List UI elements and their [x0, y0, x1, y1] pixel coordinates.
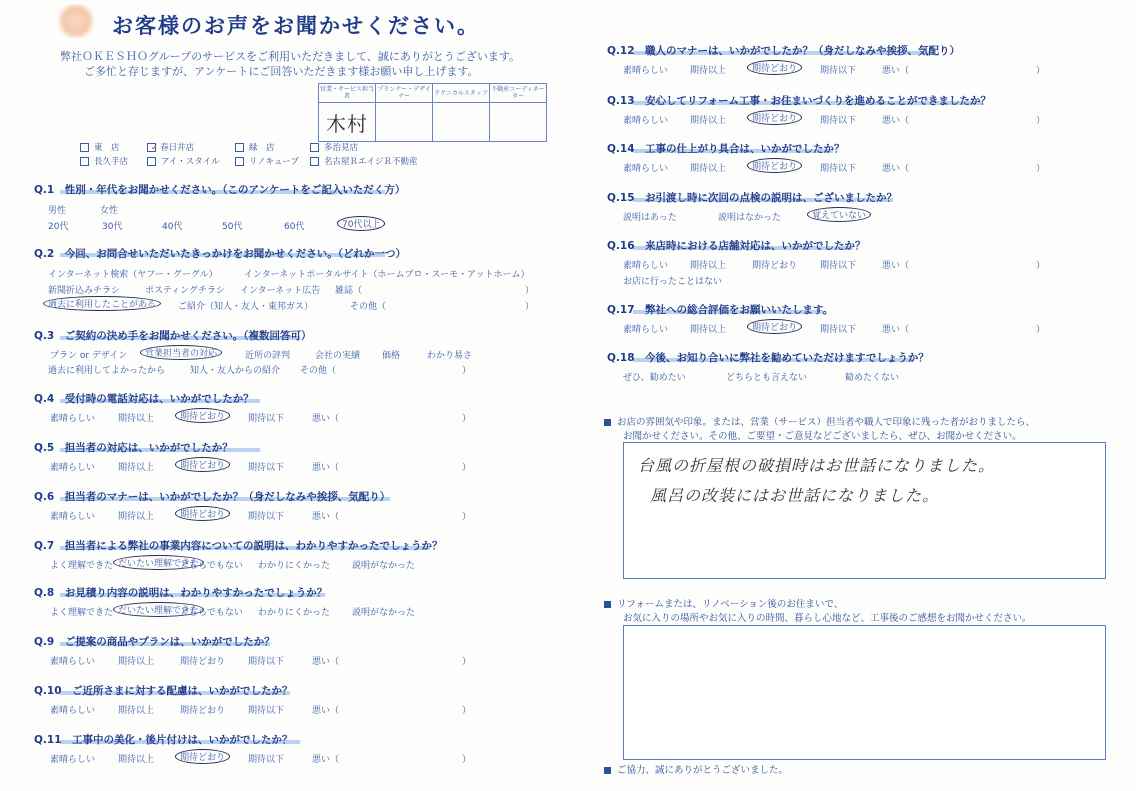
option[interactable]: よく理解できた	[50, 608, 114, 618]
closing-paren: ）	[1036, 164, 1046, 174]
checkbox-icon	[310, 143, 319, 152]
option[interactable]: お店に行ったことはない	[623, 277, 723, 287]
option[interactable]: 期待以下	[820, 66, 857, 76]
option[interactable]: 女性	[100, 206, 119, 216]
option[interactable]: 悪い（	[882, 116, 910, 126]
option[interactable]: 勧めたくない	[845, 373, 900, 383]
selected-option[interactable]: 期待どおり	[747, 60, 802, 75]
question-title: Q.17 弊社への総合評価をお願いいたします。	[607, 304, 834, 316]
staff-name-cell[interactable]	[433, 103, 490, 142]
store-checkbox[interactable]: リノキューブ	[235, 155, 299, 167]
question-title: Q.16 来店時における店舗対応は、いかがでしたか？	[607, 240, 866, 252]
checkbox-icon	[147, 157, 156, 166]
option[interactable]: 期待以下	[248, 755, 285, 765]
store-checkbox[interactable]: 緑 店	[235, 141, 275, 153]
option[interactable]: 期待以上	[118, 755, 155, 765]
option[interactable]: 悪い（	[312, 657, 340, 667]
closing-paren: ）	[462, 512, 472, 522]
option[interactable]: 期待以下	[820, 261, 857, 271]
option[interactable]: 期待以上	[118, 414, 155, 424]
option[interactable]: 悪い（	[312, 755, 340, 765]
question-title: Q.1 性別・年代をお聞かせください。（このアンケートをご記入いただく方）	[34, 184, 406, 196]
option[interactable]: ご紹介（知人・友人・東邦ガス）	[178, 302, 314, 312]
company-logo	[54, 4, 98, 38]
option[interactable]: 悪い（	[882, 325, 910, 335]
option[interactable]: 期待以下	[248, 657, 285, 667]
option[interactable]: 男性	[48, 206, 67, 216]
store-checkbox[interactable]: 名古屋ＲエイジＲ不動産	[310, 155, 418, 167]
option[interactable]: 素晴らしい	[50, 512, 96, 522]
option[interactable]: どちらでもない	[180, 608, 243, 618]
closing-paren: ）	[462, 414, 472, 424]
option[interactable]: 期待以下	[248, 706, 285, 716]
question-title: Q.2 今回、お問合せいただいたきっかけをお聞かせください。（どれか一つ）	[34, 248, 406, 260]
option[interactable]: 素晴らしい	[623, 325, 669, 335]
question-title: Q.12 職人のマナーは、いかがでしたか？（身だしなみや挨拶、気配り）	[607, 45, 961, 57]
handwritten-staff-name: 木村	[326, 111, 368, 136]
option[interactable]: 期待以上	[118, 706, 155, 716]
closing-paren: ）	[462, 706, 472, 716]
bullet-square-icon	[604, 419, 611, 426]
selected-option[interactable]: 期待どおり	[747, 319, 802, 334]
staff-header: プランナー・デザイナー	[376, 84, 433, 103]
selected-option[interactable]: 期待どおり	[747, 158, 802, 173]
option[interactable]: 悪い（	[312, 512, 340, 522]
option[interactable]: 60代	[284, 222, 305, 232]
option[interactable]: 30代	[102, 222, 123, 232]
option[interactable]: 素晴らしい	[623, 164, 669, 174]
comment-prompt-1: お店の雰囲気や印象。または、営業（サービス）担当者や職人で印象に残った者がおりましたら、	[604, 414, 1035, 428]
option[interactable]: 悪い（	[882, 164, 910, 174]
option[interactable]: ぜひ、勧めたい	[623, 373, 686, 383]
store-checkbox[interactable]: 長久手店	[80, 155, 128, 167]
option[interactable]: 期待どおり	[180, 706, 226, 716]
staff-header: テクニカルスタッフ	[433, 84, 490, 103]
thanks-message: ご協力、誠にありがとうございました。	[604, 762, 788, 776]
selected-option[interactable]: だいたい理解できた	[113, 555, 204, 570]
bullet-square-icon	[604, 767, 611, 774]
option[interactable]: 価格	[382, 351, 401, 361]
option[interactable]: どちらとも言えない	[726, 373, 808, 383]
option[interactable]: 20代	[48, 222, 69, 232]
option[interactable]: 素晴らしい	[623, 66, 669, 76]
selected-option[interactable]: 70代以上	[337, 216, 385, 231]
question-title: Q.14 工事の仕上がり具合は、いかがでしたか？	[607, 143, 845, 155]
option[interactable]: 悪い（	[312, 463, 340, 473]
closing-paren: ）	[1036, 325, 1046, 335]
option[interactable]: 40代	[162, 222, 183, 232]
option[interactable]: インターネット検索（ヤフー・グーグル）	[48, 270, 218, 280]
question-title: Q.15 お引渡し時に次回の点検の説明は、ございましたか？	[607, 192, 898, 204]
option[interactable]: インターネットポータルサイト（ホームプロ・スーモ・アットホーム）	[244, 270, 530, 280]
option[interactable]: 期待以上	[118, 512, 155, 522]
option[interactable]: 素晴らしい	[50, 755, 96, 765]
question-title: Q.18 今後、お知り合いに弊社を勧めていただけますでしょうか？	[607, 352, 929, 364]
question-title: Q.8 お見積り内容の説明は、わかりやすかったでしょうか？	[34, 587, 328, 599]
store-checkbox[interactable]: 東 店	[80, 141, 120, 153]
comment-box-1[interactable]	[623, 442, 1106, 579]
comment-box-2[interactable]	[623, 625, 1106, 760]
option[interactable]: よく理解できた	[50, 561, 114, 571]
selected-option[interactable]: だいたい理解できた	[113, 602, 204, 617]
option[interactable]: 新聞折込みチラシ	[48, 286, 121, 296]
handwritten-comment-line-2: 風呂の改装にはお世話になりました。	[650, 486, 940, 505]
checkbox-icon	[235, 157, 244, 166]
checkbox-icon	[80, 157, 89, 166]
question-title: Q.11 工事中の美化・後片付けは、いかがでしたか？	[34, 734, 293, 746]
question-title: Q.3 ご契約の決め手をお聞かせください。（複数回答可）	[34, 330, 312, 342]
checkbox-icon	[310, 157, 319, 166]
intro-line-2: ご多忙と存じますが、アンケートにご回答いただきます様お願い申し上げます。	[84, 65, 479, 78]
store-checkbox[interactable]: 多治見店	[310, 141, 358, 153]
checkbox-icon	[235, 143, 244, 152]
closing-paren: ）	[1036, 261, 1046, 271]
selected-option[interactable]: 期待どおり	[175, 408, 230, 423]
option[interactable]: わかりにくかった	[258, 608, 331, 618]
staff-header: 不動産コーディネーター	[490, 84, 547, 103]
question-title: Q.7 担当者による弊社の事業内容についての説明は、わかりやすかったでしょうか？	[34, 540, 443, 552]
option[interactable]: 期待以下	[820, 164, 857, 174]
staff-table	[318, 83, 547, 142]
option[interactable]: 素晴らしい	[50, 414, 96, 424]
option[interactable]: 素晴らしい	[50, 463, 96, 473]
option[interactable]: ポスティングチラシ	[145, 286, 225, 296]
staff-name-cell[interactable]	[490, 103, 547, 142]
handwritten-comment-line-1: 台風の折屋根の破損時はお世話になりました。	[638, 456, 996, 475]
option[interactable]: 説明はなかった	[718, 213, 782, 223]
option[interactable]: 素晴らしい	[623, 116, 669, 126]
survey-title: お客様のお声をお聞かせください。	[112, 14, 480, 38]
option[interactable]: 雑誌（	[335, 286, 363, 296]
option[interactable]: 過去に利用してよかったから	[48, 366, 166, 376]
selected-option[interactable]: 期待どおり	[175, 457, 230, 472]
closing-paren: ）	[462, 657, 472, 667]
staff-name-cell[interactable]	[376, 103, 433, 142]
option[interactable]: インターネット広告	[240, 286, 321, 296]
closing-paren: ）	[462, 755, 472, 765]
selected-option[interactable]: 過去に利用したことがある	[43, 296, 161, 311]
option[interactable]: どちらでもない	[180, 561, 243, 571]
question-title: Q.5 担当者の対応は、いかがでしたか？	[34, 442, 233, 454]
question-title: Q.13 安心してリフォーム工事・お住まいづくりを進めることができましたか？	[607, 95, 992, 107]
option[interactable]: 期待以上	[118, 463, 155, 473]
option[interactable]: わかり易さ	[427, 351, 473, 361]
option[interactable]: 期待以下	[820, 325, 857, 335]
option[interactable]: 素晴らしい	[50, 657, 96, 667]
comment-prompt-2b: お気に入りの場所やお気に入りの時間、暮らし心地など、工事後のご感想をお聞かせください。	[623, 613, 1032, 624]
option[interactable]: 期待以下	[248, 463, 285, 473]
checkbox-icon	[80, 143, 89, 152]
option[interactable]: プラン or デザイン	[50, 351, 128, 361]
bullet-square-icon	[604, 601, 611, 608]
option[interactable]: 期待以下	[820, 116, 857, 126]
staff-name-cell[interactable]	[319, 103, 376, 142]
option[interactable]: その他（	[350, 302, 387, 312]
store-checkbox[interactable]: ✓ 春日井店	[147, 141, 194, 153]
option[interactable]: 近所の評判	[245, 351, 291, 361]
question-title: Q.4 受付時の電話対応は、いかがでしたか？	[34, 393, 254, 405]
closing-paren: ）	[1036, 66, 1046, 76]
selected-option[interactable]: 覚えていない	[807, 207, 871, 222]
option[interactable]: 期待以上	[690, 164, 727, 174]
option[interactable]: 50代	[222, 222, 243, 232]
selected-option[interactable]: 期待どおり	[747, 110, 802, 125]
option[interactable]: 悪い（	[882, 66, 910, 76]
option[interactable]: 説明はあった	[623, 213, 677, 223]
checkmark-icon: ✓	[151, 143, 159, 153]
closing-paren: ）	[1036, 116, 1046, 126]
option[interactable]: 期待以上	[690, 261, 727, 271]
option[interactable]: 期待以上	[118, 657, 155, 667]
option[interactable]: わかりにくかった	[258, 561, 331, 571]
option[interactable]: 期待以上	[690, 325, 727, 335]
intro-line-1: 弊社ＯＫＥＳＨＯグループのサービスをご利用いただきまして、誠にありがとうございます。	[60, 50, 521, 63]
option[interactable]: 期待以上	[690, 116, 727, 126]
selected-option[interactable]: 期待どおり	[175, 506, 230, 521]
option[interactable]: 期待以上	[690, 66, 727, 76]
question-title: Q.9 ご提案の商品やプランは、いかがでしたか？	[34, 636, 275, 648]
closing-paren: ）	[462, 463, 472, 473]
option[interactable]: その他（	[300, 366, 337, 376]
option[interactable]: 悪い（	[312, 706, 340, 716]
selected-option[interactable]: 営業担当者の対応	[140, 345, 222, 360]
option[interactable]: 知人・友人からの紹介	[190, 366, 281, 376]
option[interactable]: 期待どおり	[752, 261, 798, 271]
option[interactable]: 会社の実績	[315, 351, 361, 361]
question-title: Q.6 担当者のマナーは、いかがでしたか？（身だしなみや挨拶、気配り）	[34, 491, 391, 503]
option[interactable]: 説明がなかった	[352, 608, 416, 618]
option[interactable]: 悪い（	[312, 414, 340, 424]
option[interactable]: 期待以下	[248, 512, 285, 522]
selected-option[interactable]: 期待どおり	[175, 749, 230, 764]
option[interactable]: 説明がなかった	[352, 561, 416, 571]
question-title: Q.10 ご近所さまに対する配慮は、いかがでしたか？	[34, 685, 293, 697]
staff-header: 営業・サービス担当者	[319, 84, 376, 103]
option[interactable]: 期待どおり	[180, 657, 226, 667]
store-checkbox[interactable]: アイ・スタイル	[147, 155, 220, 167]
option[interactable]: 素晴らしい	[50, 706, 96, 716]
option[interactable]: 期待以下	[248, 414, 285, 424]
option[interactable]: 素晴らしい	[623, 261, 669, 271]
comment-prompt-1b: お聞かせください。その他、ご要望・ご意見などございましたら、ぜひ、お聞かせください。	[623, 431, 1022, 442]
comment-prompt-2: リフォームまたは、リノベーション後のお住まいで、	[604, 596, 843, 610]
option[interactable]: 悪い（	[882, 261, 910, 271]
